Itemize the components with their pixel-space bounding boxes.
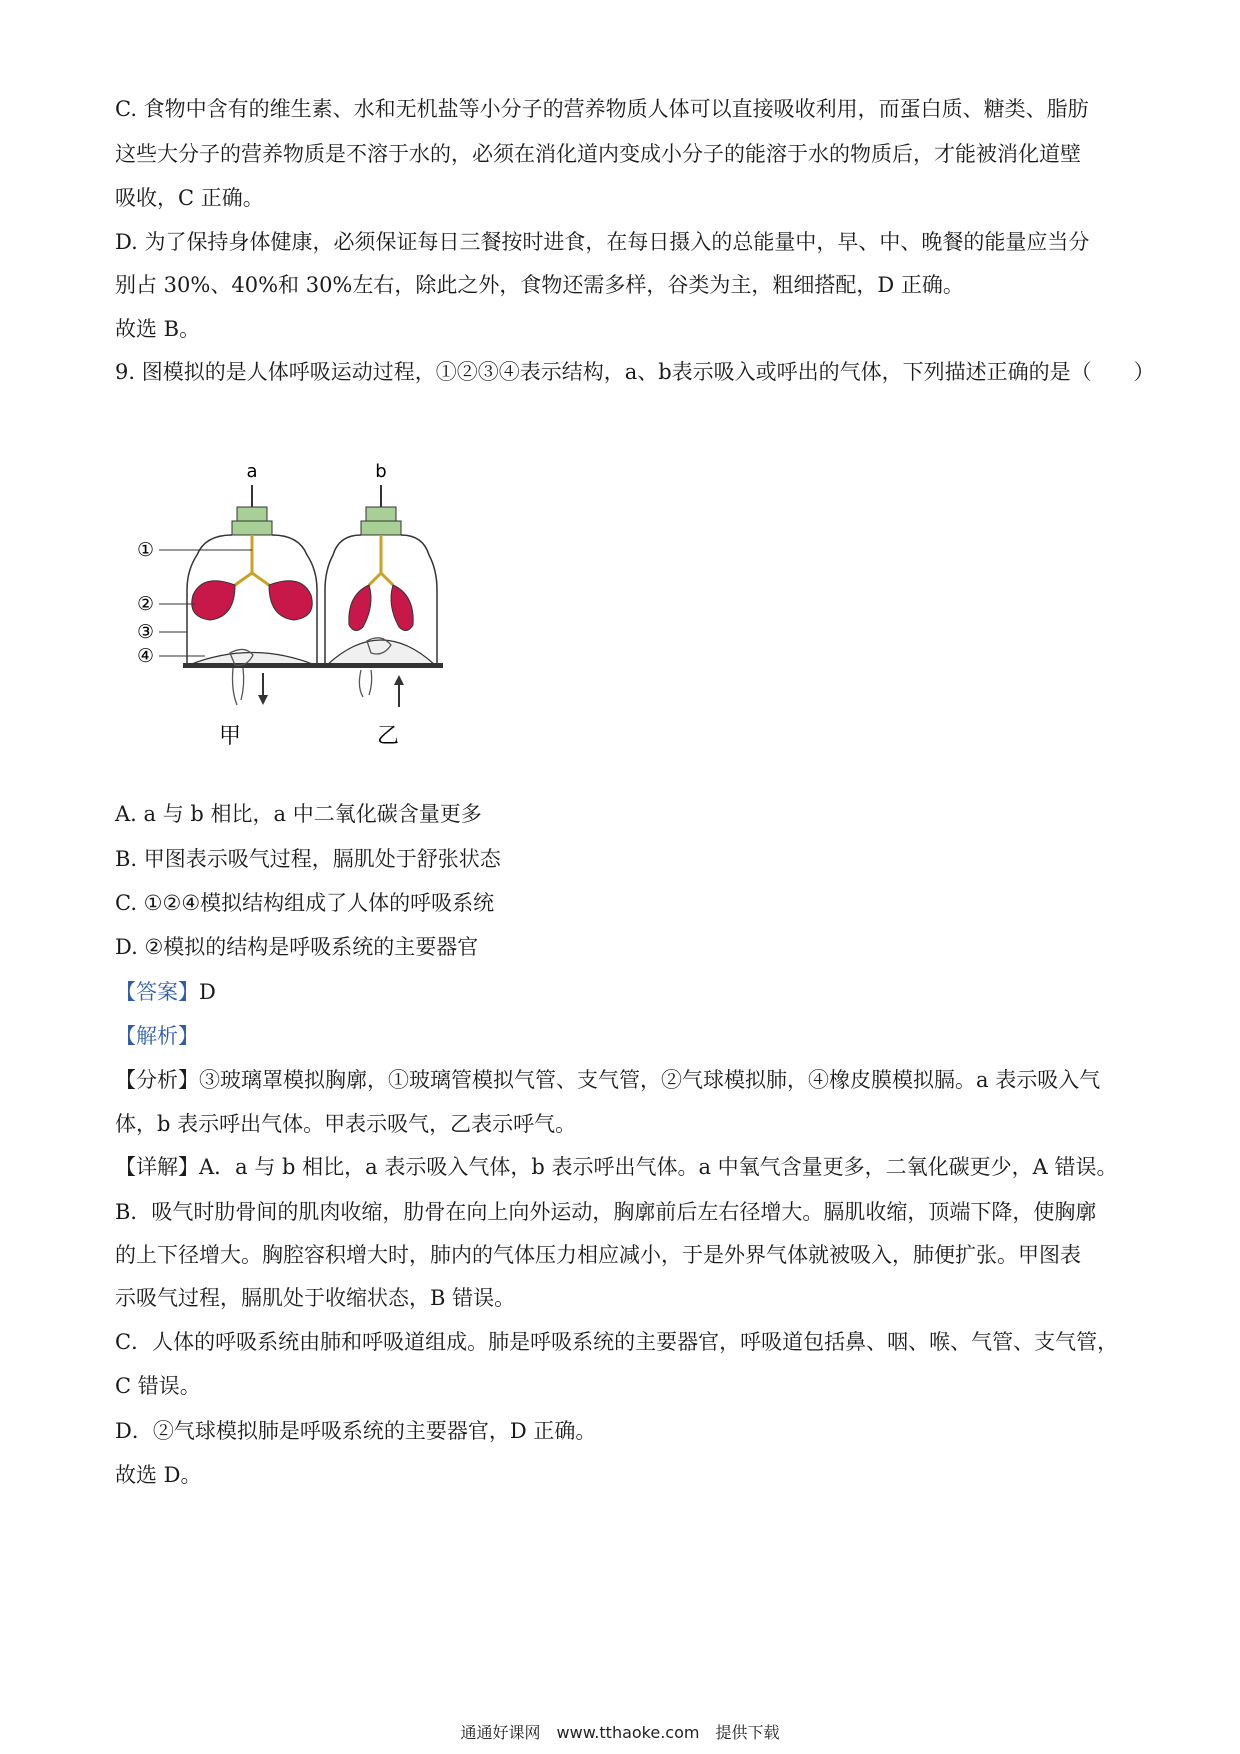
- answer-tag: 【答案】: [115, 980, 199, 1004]
- lung-balloon: [349, 585, 371, 631]
- analysis-line: D．②气球模拟肺是呼吸系统的主要器官，D 正确。: [115, 1419, 597, 1443]
- text-line: C. 食物中含有的维生素、水和无机盐等小分子的营养物质人体可以直接吸收利用，而蛋白质、糖类、脂肪: [115, 97, 1089, 121]
- marker-3: ③: [137, 621, 155, 643]
- text-line: 这些大分子的营养物质是不溶于水的，必须在消化道内变成小分子的能溶于水的物质后，才能被消化道壁: [115, 142, 1081, 166]
- lung-balloon: [269, 581, 312, 620]
- option-a: A. a 与 b 相比，a 中二氧化碳含量更多: [115, 802, 482, 826]
- text-line: 别占 30%、40%和 30%左右，除此之外，食物还需多样，谷类为主，粗细搭配，D 正确。: [115, 273, 964, 297]
- caption-yi: 乙: [376, 724, 400, 749]
- answer-line: [115, 978, 1135, 1006]
- answer-value: D: [199, 980, 216, 1004]
- stopper-base: [361, 521, 401, 535]
- analysis-line: B．吸气时肋骨间的肌肉收缩，肋骨在向上向外运动，胸廓前后左右径增大。膈肌收缩，顶端下降，使胸廓: [115, 1200, 1097, 1224]
- analysis-line: 体，b 表示呼出气体。甲表示吸气，乙表示呼气。: [115, 1112, 577, 1136]
- text-line: 吸收，C 正确。: [115, 186, 264, 210]
- diaphragm-membrane: [327, 640, 435, 665]
- option-b: B. 甲图表示吸气过程，膈肌处于舒张状态: [115, 847, 501, 871]
- stopper-cap: [237, 507, 267, 521]
- jar-jia: [183, 461, 321, 749]
- page-footer: 通通好课网 www.tthaoke.com 提供下载: [460, 1723, 780, 1742]
- marker-4: ④: [137, 645, 155, 667]
- option-d: D. ②模拟的结构是呼吸系统的主要器官: [115, 935, 479, 959]
- analysis-line: 【详解】A．a 与 b 相比，a 表示吸入气体，b 表示呼出气体。a 中氧气含量更多，二氧化碳更少，A 错误。: [115, 1155, 1118, 1179]
- analysis-line: 的上下径增大。胸腔容积增大时，肺内的气体压力相应减小，于是外界气体就被吸入，肺便扩张。甲图表: [115, 1243, 1081, 1267]
- jar-yi: [321, 461, 443, 749]
- jar-base: [183, 663, 321, 668]
- analysis-tag: 【解析】: [115, 1024, 199, 1048]
- marker-1: ①: [137, 539, 155, 561]
- text-line: D. 为了保持身体健康，必须保证每日三餐按时进食，在每日摄入的总能量中，早、中、晚餐的能量应当分: [115, 230, 1090, 254]
- analysis-line: 【分析】③玻璃罩模拟胸廓，①玻璃管模拟气管、支气管，②气球模拟肺，④橡皮膜模拟膈。a 表示吸入气: [115, 1068, 1101, 1092]
- jar-base: [321, 663, 443, 668]
- caption-jia: 甲: [218, 724, 242, 749]
- label-a: a: [246, 461, 258, 482]
- analysis-line: C．人体的呼吸系统由肺和呼吸道组成。肺是呼吸系统的主要器官，呼吸道包括鼻、咽、喉、气管、支气管，: [115, 1330, 1119, 1354]
- lung-balloon: [192, 581, 235, 620]
- analysis-line: C 错误。: [115, 1374, 201, 1398]
- lung-balloon: [391, 585, 413, 631]
- label-b: b: [375, 461, 387, 482]
- text-line: 故选 B。: [115, 317, 201, 341]
- stopper-base: [232, 521, 272, 535]
- marker-2: ②: [137, 593, 155, 615]
- analysis-line: 示吸气过程，膈肌处于收缩状态，B 错误。: [115, 1286, 516, 1310]
- analysis-line: 故选 D。: [115, 1463, 202, 1487]
- breathing-model-figure: [135, 455, 465, 765]
- question-9-stem: 9. 图模拟的是人体呼吸运动过程，①②③④表示结构，a、b表示吸入或呼出的气体，下列描述正确的是（ ）: [115, 360, 1155, 384]
- option-c: C. ①②④模拟结构组成了人体的呼吸系统: [115, 891, 495, 915]
- stopper-cap: [366, 507, 396, 521]
